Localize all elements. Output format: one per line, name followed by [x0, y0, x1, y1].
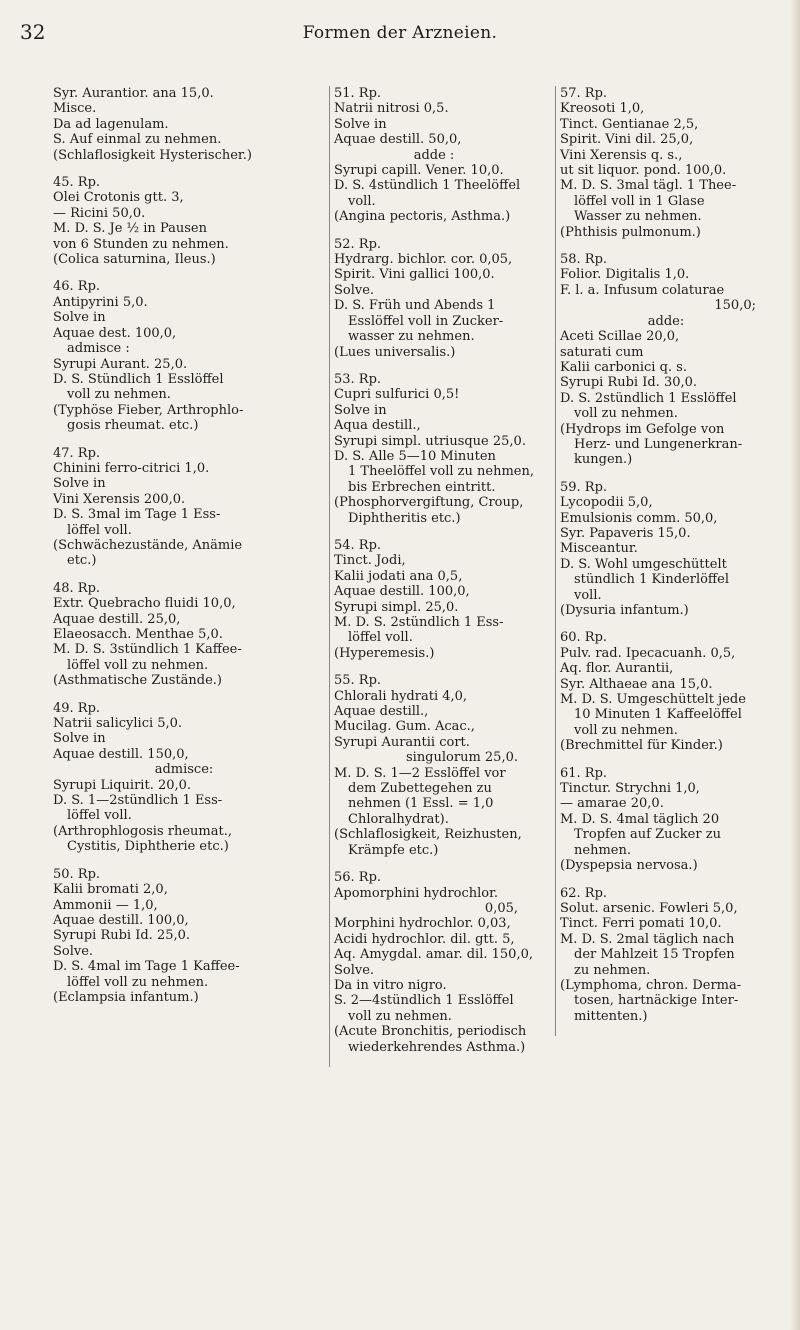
- prescription-line: F. l. a. Infusum colaturae: [560, 282, 725, 298]
- prescription-line: (Hyperemesis.): [334, 645, 435, 661]
- prescription-line: (Phosphorvergiftung, Croup,: [334, 495, 524, 511]
- prescription-line: Chloralhydrat).: [348, 811, 449, 827]
- prescription-line: Syr. Althaeae ana 15,0.: [560, 676, 713, 692]
- prescription-line: Syrupi Aurantii cort.: [334, 734, 470, 750]
- prescription-line: adde :: [413, 147, 455, 163]
- prescription-line: Olei Crotonis gtt. 3,: [53, 190, 184, 206]
- prescription-line: mittenten.): [574, 1008, 648, 1024]
- prescription-entry: [560, 252, 772, 468]
- page-edge-shadow: [790, 0, 800, 1330]
- prescription-line: Solve.: [334, 962, 375, 978]
- prescription-heading: 58. Rp.: [560, 252, 608, 268]
- prescription-line: Tinctur. Strychni 1,0,: [560, 781, 700, 797]
- prescription-heading: 52. Rp.: [334, 236, 382, 252]
- prescription-line: D. S. 1—2stündlich 1 Ess-: [53, 793, 223, 809]
- prescription-line: — amarae 20,0.: [560, 796, 664, 812]
- prescription-entry: [53, 86, 315, 163]
- prescription-line: Spirit. Vini dil. 25,0,: [560, 132, 694, 148]
- prescription-line: Kalii carbonici q. s.: [560, 359, 687, 375]
- prescription-line: Emulsionis comm. 50,0,: [560, 510, 718, 526]
- prescription-line: Extr. Quebracho fluidi 10,0,: [53, 596, 236, 612]
- prescription-line: Tinct. Gentianae 2,5,: [560, 116, 699, 132]
- prescription-entry: [334, 237, 534, 360]
- prescription-entry: [334, 870, 534, 1055]
- prescription-line: D. S. 3mal im Tage 1 Ess-: [53, 507, 221, 523]
- prescription-heading: 57. Rp.: [560, 86, 608, 101]
- prescription-line: Syrupi Rubi Id. 30,0.: [560, 375, 698, 391]
- prescription-entry: [53, 175, 315, 267]
- prescription-line: D. S. Früh und Abends 1: [334, 298, 496, 314]
- prescription-line: voll.: [348, 193, 376, 209]
- prescription-line: 10 Minuten 1 Kaffeelöffel: [574, 707, 742, 723]
- prescription-line: Aqua destill.,: [334, 418, 421, 434]
- prescription-heading: 49. Rp.: [53, 700, 101, 716]
- prescription-line: zu nehmen.: [574, 962, 651, 978]
- prescription-entry: [334, 538, 534, 661]
- prescription-line: saturati cum: [560, 344, 644, 360]
- prescription-line: nehmen.: [574, 842, 631, 858]
- prescription-line: Solve.: [53, 943, 94, 959]
- prescription-line: M. D. S. 1—2 Esslöffel vor: [334, 765, 506, 781]
- prescription-line: (Dysuria infantum.): [560, 603, 689, 618]
- prescription-line: Syrupi simpl. 25,0.: [334, 599, 459, 615]
- prescription-line: Kalii jodati ana 0,5,: [334, 568, 463, 584]
- prescription-line: Morphini hydrochlor. 0,03,: [334, 916, 511, 932]
- prescription-line: Vini Xerensis 200,0.: [53, 491, 186, 507]
- prescription-line: Da in vitro nigro.: [334, 977, 447, 993]
- prescription-line: Hydrarg. bichlor. cor. 0,05,: [334, 252, 513, 268]
- prescription-line: kungen.): [574, 452, 633, 468]
- prescription-line: voll zu nehmen.: [574, 406, 678, 422]
- prescription-line: (Hydrops im Gefolge von: [560, 421, 725, 437]
- prescription-line: Misce.: [53, 101, 97, 117]
- prescription-line: Pulv. rad. Ipecacuanh. 0,5,: [560, 645, 736, 661]
- column-2: [329, 86, 534, 1067]
- prescription-entry: [53, 446, 315, 569]
- prescription-line: tosen, hartnäckige Inter-: [574, 993, 739, 1009]
- prescription-line: Aquae dest. 100,0,: [53, 325, 177, 341]
- column-3: [555, 86, 772, 1036]
- prescription-line: löffel voll.: [67, 808, 132, 824]
- prescription-line: (Asthmatische Zustände.): [53, 673, 222, 689]
- prescription-heading: 55. Rp.: [334, 673, 382, 689]
- prescription-heading: 54. Rp.: [334, 537, 382, 553]
- prescription-entry: [334, 372, 534, 526]
- prescription-entry: [334, 673, 534, 858]
- prescription-line: voll zu nehmen.: [348, 1008, 452, 1024]
- prescription-line: nehmen (1 Essl. = 1,0: [348, 796, 494, 812]
- prescription-line: M. D. S. 3mal tägl. 1 Thee-: [560, 178, 737, 194]
- prescription-line: Solve in: [53, 310, 106, 326]
- prescription-line: löffel voll.: [348, 630, 413, 646]
- prescription-line: voll zu nehmen.: [67, 387, 171, 403]
- prescription-line: Aq. Amygdal. amar. dil. 150,0,: [334, 947, 533, 963]
- prescription-line: Ammonii — 1,0,: [53, 897, 158, 913]
- prescription-line: S. 2—4stündlich 1 Esslöffel: [334, 993, 514, 1009]
- prescription-heading: 45. Rp.: [53, 175, 101, 191]
- prescription-line: Aquae destill. 150,0,: [53, 746, 189, 762]
- prescription-line: (Schwächezustände, Anämie: [53, 537, 243, 553]
- prescription-line: Folior. Digitalis 1,0.: [560, 267, 690, 283]
- prescription-heading: 62. Rp.: [560, 885, 608, 901]
- prescription-line: M. D. S. 2stündlich 1 Ess-: [334, 615, 504, 630]
- prescription-line: löffel voll zu nehmen.: [67, 974, 209, 990]
- prescription-line: (Lues universalis.): [334, 344, 456, 360]
- prescription-line: Syrupi Aurant. 25,0.: [53, 356, 188, 372]
- prescription-line: singulorum 25,0.: [405, 750, 518, 766]
- prescription-line: Aquae destill.,: [334, 704, 429, 720]
- prescription-line: Aq. flor. Aurantii,: [560, 661, 674, 677]
- prescription-line: Elaeosacch. Menthae 5,0.: [53, 627, 223, 642]
- prescription-line: D. S. 2stündlich 1 Esslöffel: [560, 390, 737, 406]
- prescription-line: — Ricini 50,0.: [53, 205, 146, 221]
- prescription-entry: [560, 86, 772, 240]
- prescription-line: Tropfen auf Zucker zu: [574, 827, 721, 843]
- prescription-line: Solut. arsenic. Fowleri 5,0,: [560, 900, 738, 916]
- prescription-line: Aquae destill. 25,0,: [53, 611, 181, 627]
- prescription-line: (Phthisis pulmonum.): [560, 224, 701, 240]
- prescription-entry: [53, 701, 315, 855]
- prescription-line: (Eclampsia infantum.): [53, 989, 199, 1005]
- prescription-line: löffel voll in 1 Glase: [574, 193, 705, 209]
- prescription-heading: 61. Rp.: [560, 765, 608, 781]
- prescription-line: Antipyrini 5,0.: [53, 294, 148, 310]
- prescription-line: Cupri sulfurici 0,5!: [334, 387, 460, 403]
- prescription-line: Mucilag. Gum. Acac.,: [334, 719, 475, 735]
- prescription-heading: 47. Rp.: [53, 445, 101, 461]
- prescription-line: gosis rheumat. etc.): [67, 418, 199, 434]
- prescription-heading: 48. Rp.: [53, 580, 101, 596]
- prescription-line: Syrupi simpl. utriusque 25,0.: [334, 433, 526, 449]
- prescription-heading: 46. Rp.: [53, 279, 101, 295]
- prescription-line: (Dyspepsia nervosa.): [560, 858, 698, 874]
- prescription-line: stündlich 1 Kinderlöffel: [574, 572, 730, 588]
- prescription-line: (Angina pectoris, Asthma.): [334, 209, 511, 225]
- prescription-line: Wasser zu nehmen.: [574, 209, 702, 225]
- prescription-heading: 59. Rp.: [560, 479, 608, 495]
- prescription-line: (Acute Bronchitis, periodisch: [334, 1024, 527, 1040]
- prescription-line: admisce:: [154, 762, 214, 778]
- prescription-line: Apomorphini hydrochlor.: [334, 885, 499, 901]
- prescription-line: Chlorali hydrati 4,0,: [334, 688, 468, 704]
- prescription-line: Tinct. Ferri pomati 10,0.: [560, 916, 722, 932]
- prescription-line: Syrupi capill. Vener. 10,0.: [334, 163, 504, 179]
- prescription-heading: 56. Rp.: [334, 870, 382, 886]
- prescription-entry: [53, 867, 315, 1006]
- prescription-line: M. D. S. Umgeschüttelt jede: [560, 692, 746, 708]
- prescription-line: 0,05,: [484, 900, 518, 916]
- prescription-line: (Lymphoma, chron. Derma-: [560, 977, 742, 993]
- prescription-line: Krämpfe etc.): [348, 842, 439, 858]
- prescription-line: Natrii salicylici 5,0.: [53, 716, 183, 732]
- prescription-line: etc.): [67, 553, 97, 569]
- prescription-line: (Colica saturnina, Ileus.): [53, 252, 216, 268]
- prescription-line: M. D. S. 2mal täglich nach: [560, 931, 735, 947]
- prescription-line: Acidi hydrochlor. dil. gtt. 5,: [334, 931, 515, 947]
- prescription-line: M. D. S. 4mal täglich 20: [560, 811, 720, 827]
- prescription-line: Spirit. Vini gallici 100,0.: [334, 267, 495, 283]
- prescription-line: D. S. 4stündlich 1 Theelöffel: [334, 178, 521, 194]
- running-head: Formen der Arzneien.: [302, 23, 498, 43]
- prescription-line: D. S. Alle 5—10 Minuten: [334, 448, 496, 464]
- prescription-line: dem Zubettegehen zu: [348, 781, 492, 797]
- prescription-entry: [53, 279, 315, 433]
- prescription-line: 1 Theelöffel voll zu nehmen,: [348, 464, 534, 480]
- prescription-entry: [53, 581, 315, 689]
- prescription-heading: 50. Rp.: [53, 866, 101, 882]
- prescription-line: Chinini ferro-citrici 1,0.: [53, 460, 210, 476]
- prescription-line: voll zu nehmen.: [574, 722, 678, 738]
- prescription-line: (Arthrophlogosis rheumat.,: [53, 823, 232, 839]
- prescription-line: Natrii nitrosi 0,5.: [334, 101, 449, 117]
- prescription-heading: Syr. Aurantior. ana 15,0.: [53, 86, 214, 101]
- prescription-heading: 60. Rp.: [560, 630, 608, 646]
- prescription-line: Lycopodii 5,0,: [560, 495, 653, 511]
- prescription-line: Aquae destill. 100,0,: [53, 912, 189, 928]
- prescription-line: voll.: [574, 587, 602, 603]
- prescription-line: (Typhöse Fieber, Arthrophlo-: [53, 402, 244, 418]
- prescription-line: Esslöffel voll in Zucker-: [348, 313, 504, 329]
- prescription-line: M. D. S. 3stündlich 1 Kaffee-: [53, 642, 242, 658]
- prescription-line: D. S. Stündlich 1 Esslöffel: [53, 371, 224, 387]
- prescription-line: D. S. Wohl umgeschüttelt: [560, 556, 727, 572]
- prescription-line: Aquae destill. 100,0,: [334, 584, 470, 600]
- prescription-line: der Mahlzeit 15 Tropfen: [574, 947, 735, 963]
- prescription-entry: [560, 480, 772, 619]
- column-1: [53, 86, 315, 1017]
- prescription-entry: [560, 766, 772, 874]
- page-number: 32: [20, 20, 46, 44]
- prescription-line: Da ad lagenulam.: [53, 116, 169, 132]
- prescription-line: Tinct. Jodi,: [334, 553, 406, 569]
- prescription-line: (Brechmittel für Kinder.): [560, 738, 723, 754]
- prescription-line: Kreosoti 1,0,: [560, 101, 645, 117]
- prescription-line: löffel voll zu nehmen.: [67, 657, 209, 673]
- prescription-line: S. Auf einmal zu nehmen.: [53, 132, 222, 148]
- prescription-line: Syrupi Liquirit. 20,0.: [53, 777, 192, 793]
- prescription-line: Solve in: [334, 402, 387, 418]
- prescription-line: Aquae destill. 50,0,: [334, 132, 462, 148]
- prescription-line: (Schlaflosigkeit, Reizhusten,: [334, 827, 522, 843]
- prescription-line: Syr. Papaveris 15,0.: [560, 525, 691, 541]
- prescription-line: Solve.: [334, 282, 375, 298]
- prescription-line: Vini Xerensis q. s.,: [560, 147, 683, 163]
- prescription-entry: [560, 630, 772, 753]
- prescription-line: Misceantur.: [560, 541, 638, 557]
- prescription-line: Syrupi Rubi Id. 25,0.: [53, 928, 191, 944]
- prescription-line: Kalii bromati 2,0,: [53, 882, 168, 898]
- prescription-line: M. D. S. Je ½ in Pausen: [53, 221, 207, 237]
- prescription-line: adde:: [647, 313, 685, 329]
- prescription-entry: [560, 886, 772, 1025]
- prescription-entry: [334, 86, 534, 225]
- prescription-line: D. S. 4mal im Tage 1 Kaffee-: [53, 959, 240, 975]
- prescription-line: bis Erbrechen eintritt.: [348, 479, 496, 495]
- prescription-line: löffel voll.: [67, 522, 132, 538]
- prescription-line: Aceti Scillae 20,0,: [560, 329, 680, 345]
- prescription-line: wasser zu nehmen.: [348, 329, 475, 345]
- prescription-line: Solve in: [53, 476, 106, 492]
- prescription-line: Diphtheritis etc.): [348, 510, 461, 526]
- prescription-line: Solve in: [334, 116, 387, 132]
- prescription-line: Cystitis, Diphtherie etc.): [67, 839, 229, 855]
- prescription-line: Herz- und Lungenerkran-: [574, 436, 743, 452]
- prescription-line: ut sit liquor. pond. 100,0.: [560, 163, 727, 179]
- prescription-line: wiederkehrendes Asthma.): [348, 1039, 526, 1055]
- prescription-line: admisce :: [67, 341, 130, 357]
- prescription-heading: 51. Rp.: [334, 86, 382, 101]
- prescription-line: von 6 Stunden zu nehmen.: [53, 236, 229, 252]
- prescription-line: 150,0;: [714, 298, 756, 314]
- prescription-line: Solve in: [53, 731, 106, 747]
- prescription-heading: 53. Rp.: [334, 371, 382, 387]
- prescription-line: (Schlaflosigkeit Hysterischer.): [53, 147, 252, 163]
